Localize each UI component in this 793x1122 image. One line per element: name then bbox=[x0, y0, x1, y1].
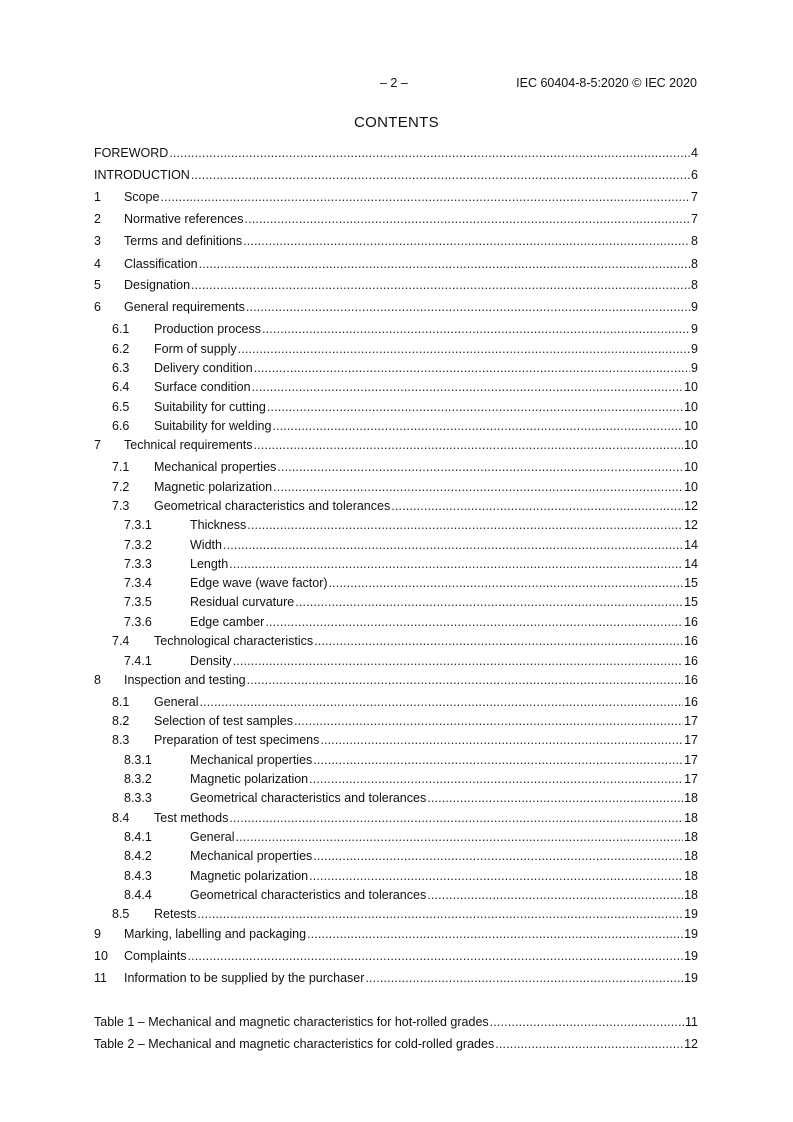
toc-entry-number: 8 bbox=[94, 673, 101, 687]
dot-leader bbox=[243, 233, 690, 249]
dot-leader bbox=[365, 970, 683, 986]
list-of-tables-entry[interactable] bbox=[94, 1036, 698, 1052]
toc-entry-title: Retests bbox=[154, 907, 197, 921]
dot-leader bbox=[427, 790, 683, 806]
dot-leader bbox=[313, 848, 683, 864]
toc-entry[interactable] bbox=[94, 575, 698, 591]
toc-entry[interactable] bbox=[94, 321, 698, 337]
toc-entry-page: 14 bbox=[684, 557, 698, 571]
toc-entry-page: 8 bbox=[691, 278, 698, 292]
toc-entry-number: 8.4.4 bbox=[124, 888, 152, 902]
toc-entry-title: Classification bbox=[124, 257, 198, 271]
toc-entry-title: FOREWORD bbox=[94, 146, 169, 160]
dot-leader bbox=[254, 360, 690, 376]
toc-entry-title: Geometrical characteristics and tolerances bbox=[190, 791, 427, 805]
dot-leader bbox=[246, 299, 690, 315]
toc-entry-title: General bbox=[190, 830, 235, 844]
toc-entry-page: 8 bbox=[691, 234, 698, 248]
toc-entry-number: 7.1 bbox=[112, 460, 130, 474]
dot-leader bbox=[495, 1036, 683, 1052]
toc-entry-number: 6 bbox=[94, 300, 101, 314]
toc-entry[interactable] bbox=[94, 906, 698, 922]
toc-entry-page: 19 bbox=[684, 927, 698, 941]
toc-entry-title: Scope bbox=[124, 190, 160, 204]
dot-leader bbox=[188, 948, 684, 964]
dot-leader bbox=[191, 277, 690, 293]
dot-leader bbox=[294, 713, 683, 729]
dot-leader bbox=[254, 437, 684, 453]
toc-entry-number: 8.3.3 bbox=[124, 791, 152, 805]
toc-entry[interactable] bbox=[94, 887, 698, 903]
toc-entry[interactable] bbox=[94, 517, 698, 533]
toc-entry-page: 19 bbox=[684, 907, 698, 921]
dot-leader bbox=[320, 732, 683, 748]
toc-entry-number: 7.3.4 bbox=[124, 576, 152, 590]
toc-entry-page: 4 bbox=[691, 146, 698, 160]
toc-entry-number: 8.4.1 bbox=[124, 830, 152, 844]
table-entry-title: Table 2 – Mechanical and magnetic characteristics for cold-rolled grades bbox=[94, 1037, 495, 1051]
dot-leader bbox=[233, 653, 683, 669]
toc-entry-title: Magnetic polarization bbox=[190, 772, 309, 786]
dot-leader bbox=[313, 752, 683, 768]
toc-entry-page: 18 bbox=[684, 791, 698, 805]
toc-entry-number: 5 bbox=[94, 278, 101, 292]
toc-entry-title: Suitability for cutting bbox=[154, 400, 266, 414]
toc-entry-title: Terms and definitions bbox=[124, 234, 243, 248]
toc-entry-page: 14 bbox=[684, 538, 698, 552]
toc-entry[interactable] bbox=[94, 277, 698, 293]
toc-entry-number: 8.4.3 bbox=[124, 869, 152, 883]
toc-entry[interactable] bbox=[94, 145, 698, 161]
toc-entry-page: 7 bbox=[691, 190, 698, 204]
toc-entry-number: 6.4 bbox=[112, 380, 130, 394]
toc-entry-page: 6 bbox=[691, 168, 698, 182]
page-header bbox=[0, 76, 793, 92]
toc-entry-page: 7 bbox=[691, 212, 698, 226]
toc-entry-number: 4 bbox=[94, 257, 101, 271]
toc-entry-page: 16 bbox=[684, 654, 698, 668]
toc-entry-title: Edge camber bbox=[190, 615, 265, 629]
toc-entry-title: Length bbox=[190, 557, 229, 571]
toc-entry-title: Surface condition bbox=[154, 380, 251, 394]
list-of-tables-entry[interactable] bbox=[94, 1014, 698, 1030]
table-entry-title: Table 1 – Mechanical and magnetic characteristics for hot-rolled grades bbox=[94, 1015, 489, 1029]
toc-entry-title: Complaints bbox=[124, 949, 187, 963]
toc-entry-page: 15 bbox=[684, 595, 698, 609]
toc-entry-title: General requirements bbox=[124, 300, 245, 314]
toc-entry-page: 10 bbox=[684, 438, 698, 452]
toc-entry-title: Magnetic polarization bbox=[154, 480, 273, 494]
toc-entry-number: 7.2 bbox=[112, 480, 130, 494]
toc-entry-number: 7.3 bbox=[112, 499, 130, 513]
toc-entry-title: Mechanical properties bbox=[190, 753, 313, 767]
dot-leader bbox=[314, 633, 683, 649]
toc-entry-number: 7.4.1 bbox=[124, 654, 152, 668]
dot-leader bbox=[229, 810, 683, 826]
dot-leader bbox=[273, 479, 683, 495]
dot-leader bbox=[229, 556, 683, 572]
toc-entry-number: 6.1 bbox=[112, 322, 130, 336]
dot-leader bbox=[309, 771, 683, 787]
toc-entry-number: 8.3.2 bbox=[124, 772, 152, 786]
toc-entry-number: 6.5 bbox=[112, 400, 130, 414]
dot-leader bbox=[265, 614, 683, 630]
toc-entry-title: Inspection and testing bbox=[124, 673, 246, 687]
toc-entry-page: 10 bbox=[684, 460, 698, 474]
dot-leader bbox=[235, 829, 683, 845]
toc-entry[interactable] bbox=[94, 167, 698, 183]
toc-entry[interactable] bbox=[94, 752, 698, 768]
dot-leader bbox=[160, 189, 690, 205]
toc-entry[interactable] bbox=[94, 341, 698, 357]
toc-entry-number: 7.3.6 bbox=[124, 615, 152, 629]
toc-entry-page: 16 bbox=[684, 673, 698, 687]
toc-entry-number: 6.6 bbox=[112, 419, 130, 433]
toc-entry[interactable] bbox=[94, 810, 698, 826]
toc-entry[interactable] bbox=[94, 614, 698, 630]
toc-entry-title: Form of supply bbox=[154, 342, 237, 356]
toc-entry-page: 10 bbox=[684, 419, 698, 433]
toc-entry-title: Suitability for welding bbox=[154, 419, 272, 433]
toc-entry-title: Width bbox=[190, 538, 222, 552]
dot-leader bbox=[252, 379, 684, 395]
toc-entry-number: 3 bbox=[94, 234, 101, 248]
dot-leader bbox=[247, 672, 683, 688]
toc-entry-number: 8.3 bbox=[112, 733, 130, 747]
toc-entry-title: Mechanical properties bbox=[190, 849, 313, 863]
toc-entry-number: 7.3.5 bbox=[124, 595, 152, 609]
toc-entry-page: 16 bbox=[684, 634, 698, 648]
toc-entry-title: Geometrical characteristics and tolerances bbox=[190, 888, 427, 902]
toc-entry-page: 8 bbox=[691, 257, 698, 271]
dot-leader bbox=[427, 887, 683, 903]
toc-entry[interactable] bbox=[94, 713, 698, 729]
toc-entry-title: Mechanical properties bbox=[154, 460, 277, 474]
dot-leader bbox=[191, 167, 690, 183]
toc-entry-number: 10 bbox=[94, 949, 108, 963]
toc-entry[interactable] bbox=[94, 479, 698, 495]
table-entry-page: 12 bbox=[684, 1037, 698, 1051]
toc-entry[interactable] bbox=[94, 418, 698, 434]
toc-entry[interactable] bbox=[94, 653, 698, 669]
dot-leader bbox=[169, 145, 690, 161]
toc-entry[interactable] bbox=[94, 694, 698, 710]
toc-entry-number: 6.2 bbox=[112, 342, 130, 356]
toc-entry-number: 8.2 bbox=[112, 714, 130, 728]
toc-entry[interactable] bbox=[94, 672, 698, 688]
toc-entry[interactable] bbox=[94, 633, 698, 649]
dot-leader bbox=[295, 594, 683, 610]
toc-entry-page: 18 bbox=[684, 811, 698, 825]
toc-entry-title: General bbox=[154, 695, 199, 709]
toc-entry[interactable] bbox=[94, 970, 698, 986]
table-entry-page: 11 bbox=[685, 1015, 698, 1029]
page-number: – 2 – bbox=[380, 76, 408, 90]
toc-entry[interactable] bbox=[94, 299, 698, 315]
toc-entry[interactable] bbox=[94, 211, 698, 227]
toc-entry-title: INTRODUCTION bbox=[94, 168, 190, 182]
toc-entry[interactable] bbox=[94, 829, 698, 845]
dot-leader bbox=[277, 459, 683, 475]
dot-leader bbox=[309, 868, 683, 884]
dot-leader bbox=[490, 1014, 684, 1030]
toc-entry-number: 6.3 bbox=[112, 361, 130, 375]
toc-entry-page: 17 bbox=[684, 772, 698, 786]
toc-entry-title: Thickness bbox=[190, 518, 247, 532]
toc-entry-title: Edge wave (wave factor) bbox=[190, 576, 328, 590]
dot-leader bbox=[197, 906, 683, 922]
toc-entry-page: 17 bbox=[684, 733, 698, 747]
toc-entry[interactable] bbox=[94, 399, 698, 415]
dot-leader bbox=[391, 498, 683, 514]
toc-entry-page: 19 bbox=[684, 949, 698, 963]
standard-reference: IEC 60404-8-5:2020 © IEC 2020 bbox=[516, 76, 697, 90]
toc-entry[interactable] bbox=[94, 848, 698, 864]
dot-leader bbox=[238, 341, 690, 357]
toc-entry-number: 7.3.1 bbox=[124, 518, 152, 532]
toc-entry-title: Magnetic polarization bbox=[190, 869, 309, 883]
toc-entry-number: 8.1 bbox=[112, 695, 130, 709]
toc-entry-title: Delivery condition bbox=[154, 361, 253, 375]
toc-entry[interactable] bbox=[94, 537, 698, 553]
toc-entry-page: 17 bbox=[684, 714, 698, 728]
dot-leader bbox=[199, 256, 690, 272]
toc-entry-page: 19 bbox=[684, 971, 698, 985]
toc-entry[interactable] bbox=[94, 459, 698, 475]
toc-entry-title: Density bbox=[190, 654, 232, 668]
toc-entry[interactable] bbox=[94, 360, 698, 376]
toc-entry-number: 8.4 bbox=[112, 811, 130, 825]
dot-leader bbox=[223, 537, 683, 553]
dot-leader bbox=[199, 694, 683, 710]
toc-entry-page: 17 bbox=[684, 753, 698, 767]
toc-entry[interactable] bbox=[94, 948, 698, 964]
toc-entry-page: 12 bbox=[684, 499, 698, 513]
dot-leader bbox=[245, 211, 691, 227]
toc-entry-page: 18 bbox=[684, 849, 698, 863]
dot-leader bbox=[272, 418, 683, 434]
toc-entry-number: 1 bbox=[94, 190, 101, 204]
toc-entry[interactable] bbox=[94, 498, 698, 514]
toc-entry-title: Geometrical characteristics and tolerances bbox=[154, 499, 391, 513]
toc-entry[interactable] bbox=[94, 594, 698, 610]
toc-entry-title: Test methods bbox=[154, 811, 229, 825]
toc-entry-page: 10 bbox=[684, 380, 698, 394]
toc-entry[interactable] bbox=[94, 790, 698, 806]
toc-entry-page: 10 bbox=[684, 400, 698, 414]
toc-entry-number: 2 bbox=[94, 212, 101, 226]
toc-entry-page: 9 bbox=[691, 361, 698, 375]
toc-entry-page: 18 bbox=[684, 830, 698, 844]
toc-entry-number: 7 bbox=[94, 438, 101, 452]
toc-entry-number: 11 bbox=[94, 971, 107, 985]
toc-entry[interactable] bbox=[94, 256, 698, 272]
dot-leader bbox=[247, 517, 683, 533]
toc-entry[interactable] bbox=[94, 233, 698, 249]
dot-leader bbox=[307, 926, 683, 942]
toc-entry-page: 9 bbox=[691, 300, 698, 314]
toc-entry-title: Production process bbox=[154, 322, 262, 336]
toc-entry[interactable] bbox=[94, 926, 698, 942]
toc-entry-number: 7.4 bbox=[112, 634, 130, 648]
toc-entry-page: 9 bbox=[691, 322, 698, 336]
dot-leader bbox=[267, 399, 683, 415]
toc-entry[interactable] bbox=[94, 868, 698, 884]
toc-entry-title: Technical requirements bbox=[124, 438, 253, 452]
toc-entry-page: 16 bbox=[684, 615, 698, 629]
toc-entry-page: 10 bbox=[684, 480, 698, 494]
toc-entry-title: Designation bbox=[124, 278, 191, 292]
toc-entry-title: Selection of test samples bbox=[154, 714, 293, 728]
toc-entry-title: Preparation of test specimens bbox=[154, 733, 320, 747]
toc-entry[interactable] bbox=[94, 732, 698, 748]
toc-entry-number: 7.3.2 bbox=[124, 538, 152, 552]
toc-entry[interactable] bbox=[94, 771, 698, 787]
toc-entry-number: 8.5 bbox=[112, 907, 130, 921]
toc-entry[interactable] bbox=[94, 437, 698, 453]
toc-entry-title: Marking, labelling and packaging bbox=[124, 927, 307, 941]
page-title: CONTENTS bbox=[354, 114, 439, 131]
toc-entry-page: 12 bbox=[684, 518, 698, 532]
toc-entry[interactable] bbox=[94, 189, 698, 205]
toc-entry-number: 8.4.2 bbox=[124, 849, 152, 863]
toc-entry-number: 9 bbox=[94, 927, 101, 941]
toc-entry-page: 15 bbox=[684, 576, 698, 590]
toc-entry-title: Technological characteristics bbox=[154, 634, 314, 648]
toc-entry-title: Information to be supplied by the purchaser bbox=[124, 971, 365, 985]
toc-entry-page: 9 bbox=[691, 342, 698, 356]
toc-entry-page: 16 bbox=[684, 695, 698, 709]
toc-entry[interactable] bbox=[94, 556, 698, 572]
toc-entry-title: Normative references bbox=[124, 212, 244, 226]
toc-entry-page: 18 bbox=[684, 888, 698, 902]
dot-leader bbox=[329, 575, 684, 591]
toc-entry-page: 18 bbox=[684, 869, 698, 883]
dot-leader bbox=[262, 321, 690, 337]
toc-entry-number: 7.3.3 bbox=[124, 557, 152, 571]
toc-entry-number: 8.3.1 bbox=[124, 753, 152, 767]
toc-entry[interactable] bbox=[94, 379, 698, 395]
toc-entry-title: Residual curvature bbox=[190, 595, 295, 609]
